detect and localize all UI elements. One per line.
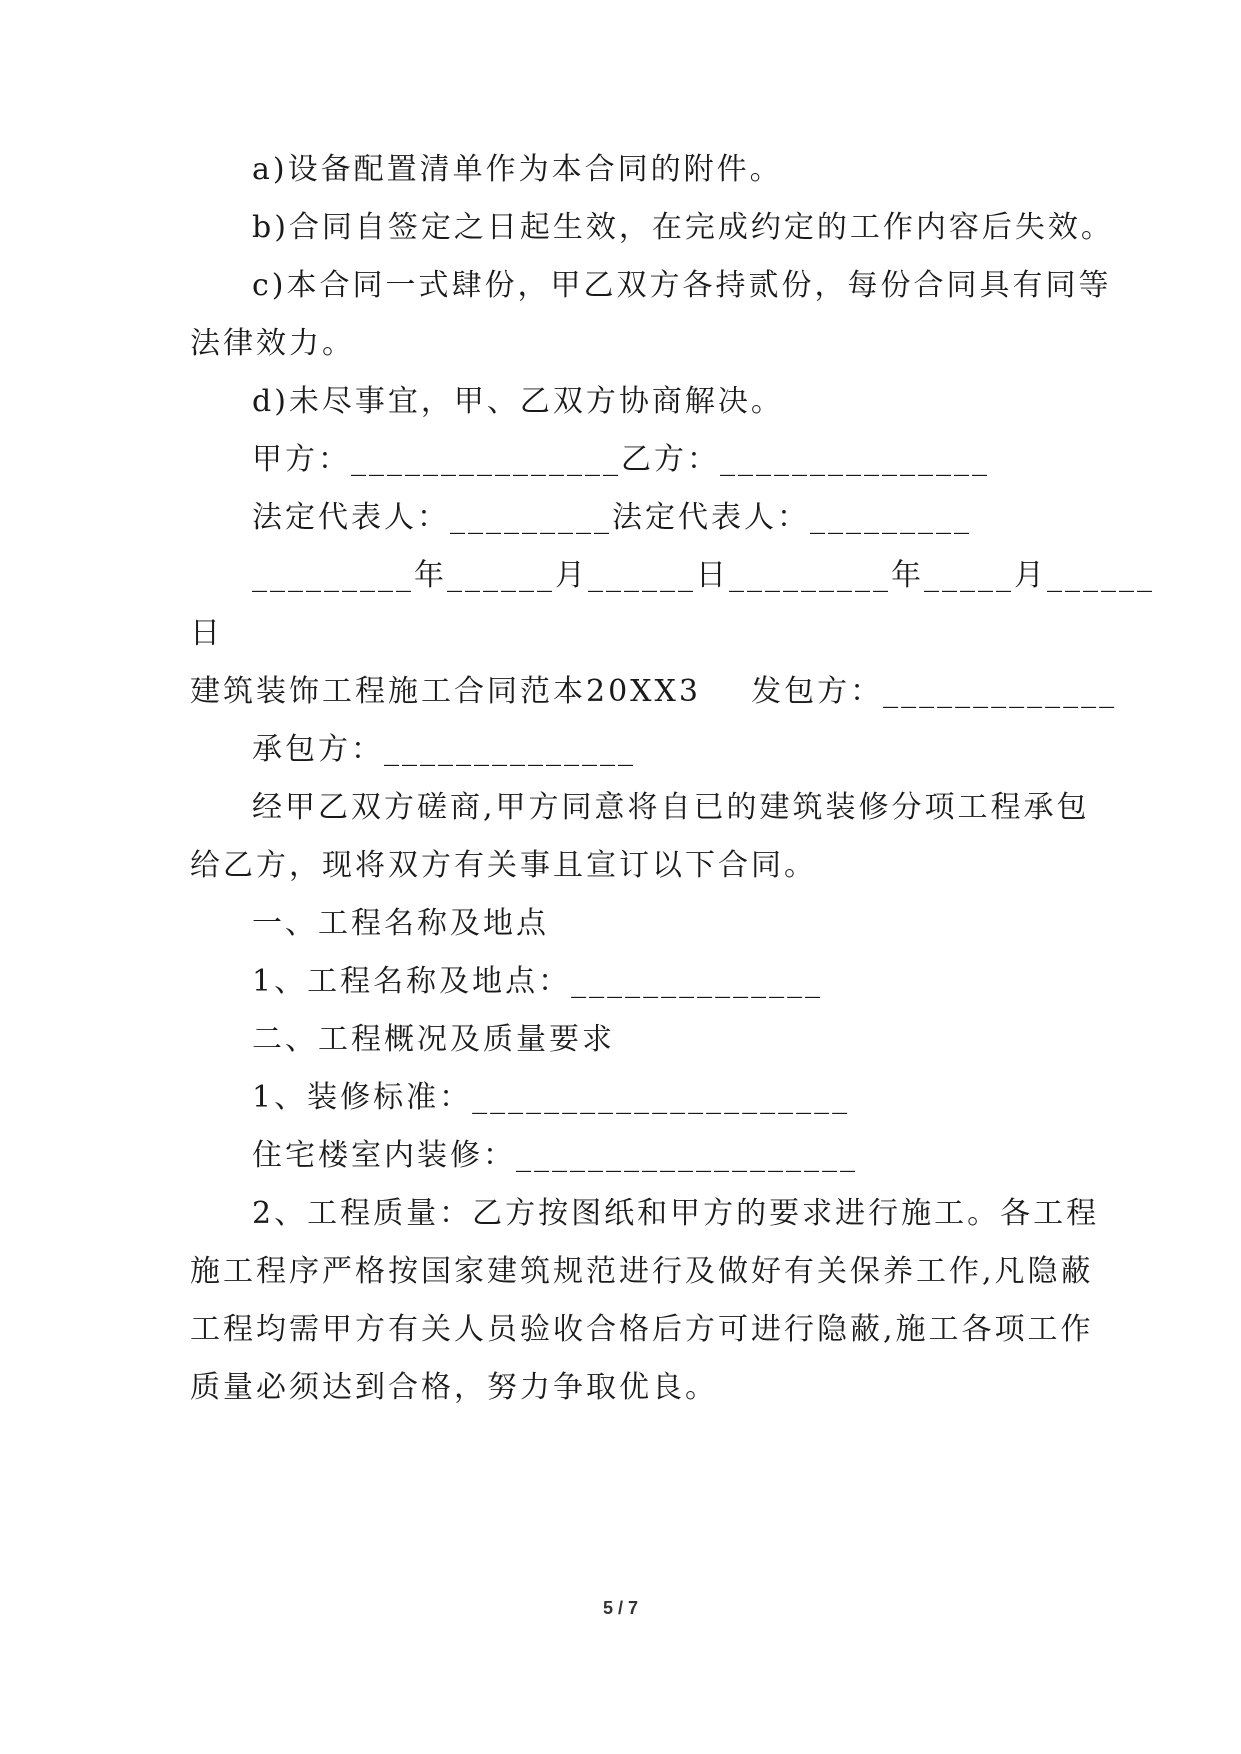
- intro-line1: 经甲乙双方磋商,甲方同意将自已的建筑装修分项工程承包: [252, 790, 1090, 825]
- section2-item1: 1、装修标准：_____________________: [252, 1080, 851, 1115]
- contractor-line: 承包方：______________: [252, 732, 636, 767]
- section2-heading: 二、工程概况及质量要求: [252, 1022, 615, 1057]
- signature-date-line2: 日: [190, 616, 223, 651]
- clause-b: b)合同自签定之日起生效，在完成约定的工作内容后失效。: [252, 210, 1114, 245]
- signature-representatives: 法定代表人：_________法定代表人：_________: [252, 500, 972, 535]
- clause-c-line1: c)本合同一式肆份，甲乙双方各持贰份，每份合同具有同等: [252, 268, 1112, 303]
- section1-item1: 1、工程名称及地点：______________: [252, 964, 824, 999]
- intro-line2: 给乙方，现将双方有关事且宣订以下合同。: [190, 848, 817, 883]
- page-number: 5 / 7: [602, 1598, 639, 1618]
- clause-c-line2: 法律效力。: [190, 326, 355, 361]
- section2-item2-line1: 2、工程质量：乙方按图纸和甲方的要求进行施工。各工程: [252, 1196, 1100, 1231]
- signature-date-line1: _________年______月______日_________年_____月______: [252, 558, 1155, 593]
- section2-item2-line3: 工程均需甲方有关人员验收合格后方可进行隐蔽,施工各项工作: [190, 1312, 1094, 1347]
- section2-item2-line2: 施工程序严格按国家建筑规范进行及做好有关保养工作,凡隐蔽: [190, 1254, 1094, 1289]
- section2-item2-line4: 质量必须达到合格，努力争取优良。: [190, 1370, 718, 1405]
- clause-a: a)设备配置清单作为本合同的附件。: [252, 152, 783, 187]
- clause-d: d)未尽事宜，甲、乙双方协商解决。: [252, 384, 784, 419]
- signature-parties: 甲方：_______________乙方：_______________: [252, 442, 990, 477]
- contract-title-and-employer: 建筑装饰工程施工合同范本20XX3 发包方：_____________: [190, 674, 1118, 709]
- section2-item1-sub: 住宅楼室内装修：___________________: [252, 1138, 858, 1173]
- section1-heading: 一、工程名称及地点: [252, 906, 549, 941]
